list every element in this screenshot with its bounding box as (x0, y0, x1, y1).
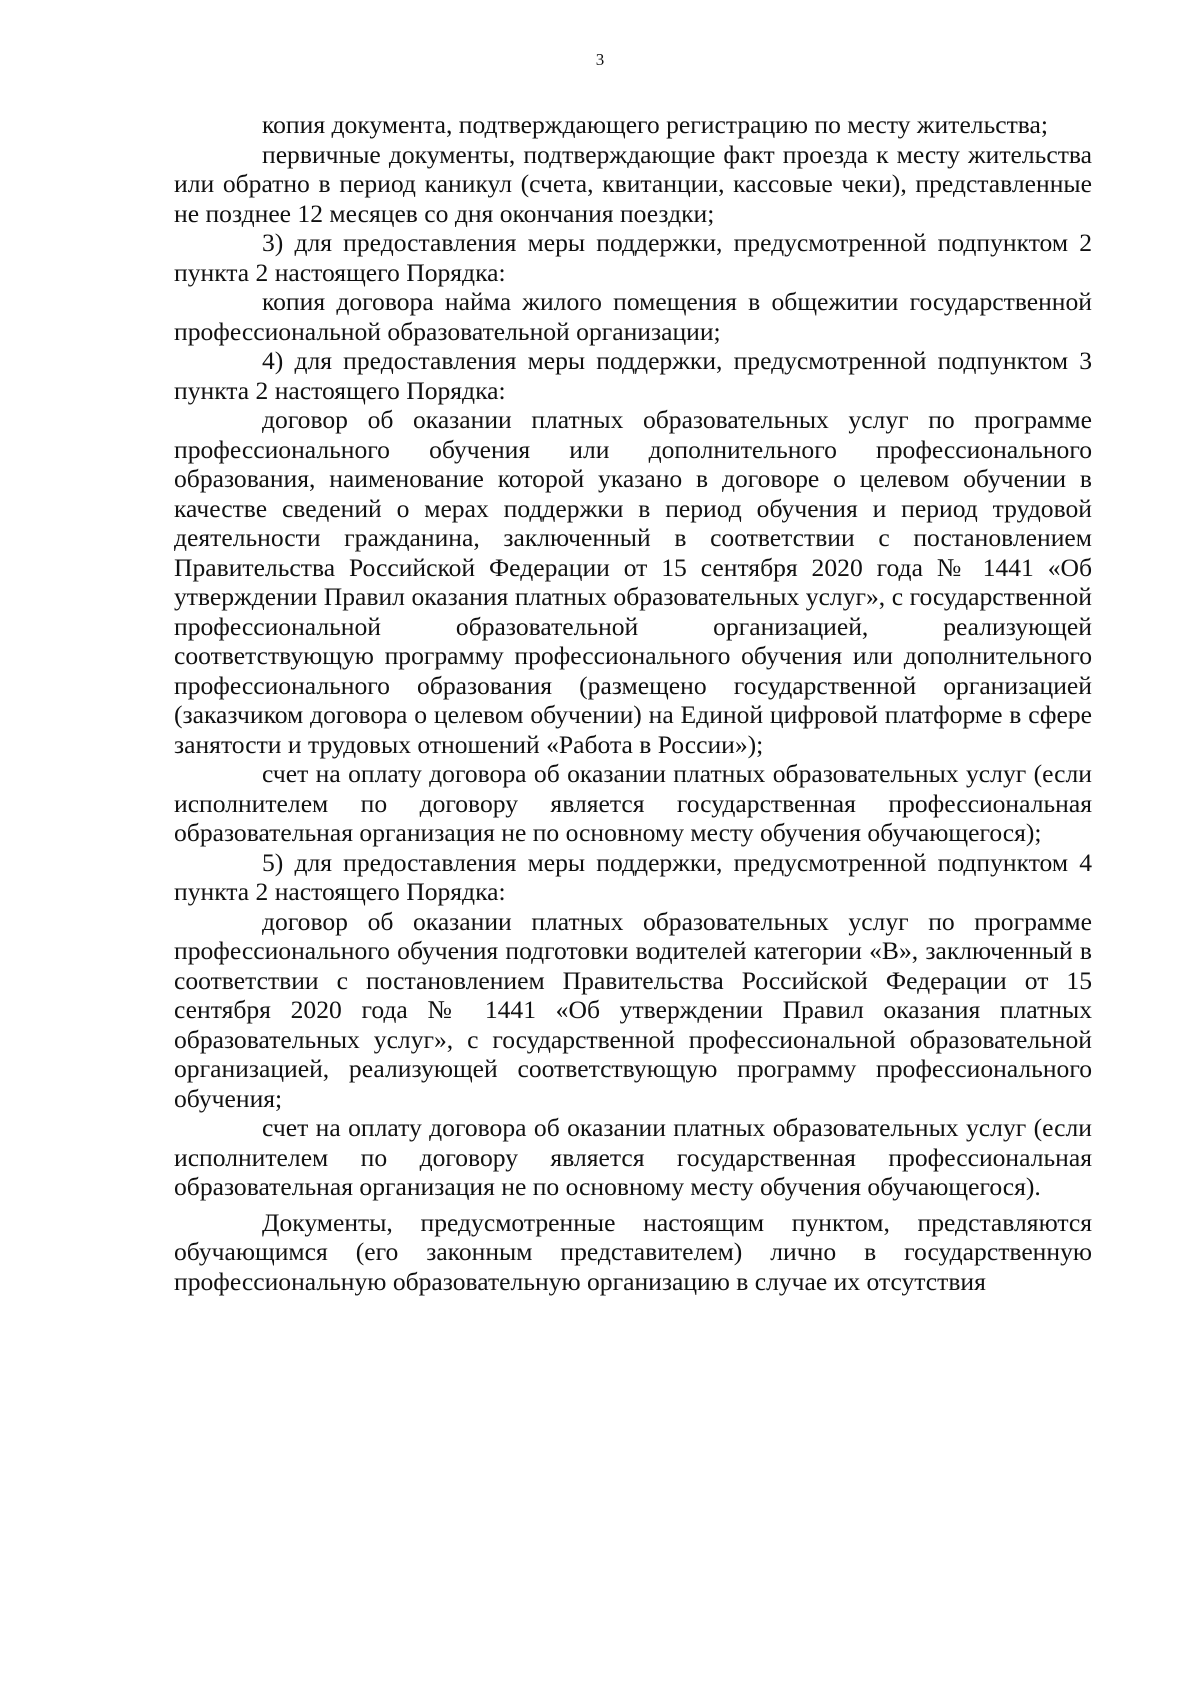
paragraph-item-5: 5) для предоставления меры поддержки, предусмотренной подпунктом 4 пункта 2 настоящего Порядка: (174, 847, 1092, 906)
paragraph-invoice-1: счет на оплату договора об оказании платных образовательных услуг (если исполнителем по договору является государственная профессиональная образовательная организация не по основному месту обучения обучающегося); (174, 759, 1092, 847)
paragraph-invoice-2: счет на оплату договора об оказании платных образовательных услуг (если исполнителем по договору является государственная профессиональная образовательная организация не по основному месту обучения обучающегося). (174, 1113, 1092, 1201)
paragraph-training-contract: договор об оказании платных образовательных услуг по программе профессионального обучения или дополнительного профессионального образования, наименование которой указано в договоре о целевом обучении в качестве сведений о мерах поддержки в период обучения и период трудовой деятельности гражданина, заключенный в соответствии с постановлением Правительства Российской Федерации от 15 сентября 2020 года № 1441 «Об утверждении Правил оказания платных образовательных услуг», с государственной профессиональной образовательной организацией, реализующей соответствующую программу профессионального обучения или дополнительного профессионального образования (размещено государственной организацией (заказчиком договора о целевом обучении) на Единой цифровой платформе в сфере занятости и трудовых отношений «Работа в России»); (174, 405, 1092, 759)
paragraph-documents-submission: Документы, предусмотренные настоящим пунктом, представляются обучающимся (его законным представителем) лично в государственную профессиональную образовательную организацию в случае их отсутствия (174, 1207, 1092, 1296)
paragraph-item-3: 3) для предоставления меры поддержки, предусмотренной подпунктом 2 пункта 2 настоящего Порядка: (174, 228, 1092, 287)
paragraph-driver-training-contract: договор об оказании платных образовательных услуг по программе профессионального обучения подготовки водителей категории «В», заключенный в соответствии с постановлением Правительства Российской Федерации от 15 сентября 2020 года № 1441 «Об утверждении Правил оказания платных образовательных услуг», с государственной профессиональной образовательной организацией, реализующей соответствующую программу профессионального обучения; (174, 906, 1092, 1113)
document-body (174, 110, 1092, 1296)
paragraph-dormitory-contract: копия договора найма жилого помещения в общежитии государственной профессиональной образовательной организации; (174, 287, 1092, 346)
paragraph-travel-documents: первичные документы, подтверждающие факт проезда к месту жительства или обратно в период каникул (счета, квитанции, кассовые чеки), представленные не позднее 12 месяцев со дня окончания поездки; (174, 139, 1092, 228)
paragraph-registration-copy: копия документа, подтверждающего регистрацию по месту жительства; (262, 110, 1049, 139)
page-number: 3 (595, 50, 605, 69)
paragraph-item-4: 4) для предоставления меры поддержки, предусмотренной подпунктом 3 пункта 2 настоящего Порядка: (174, 346, 1092, 405)
